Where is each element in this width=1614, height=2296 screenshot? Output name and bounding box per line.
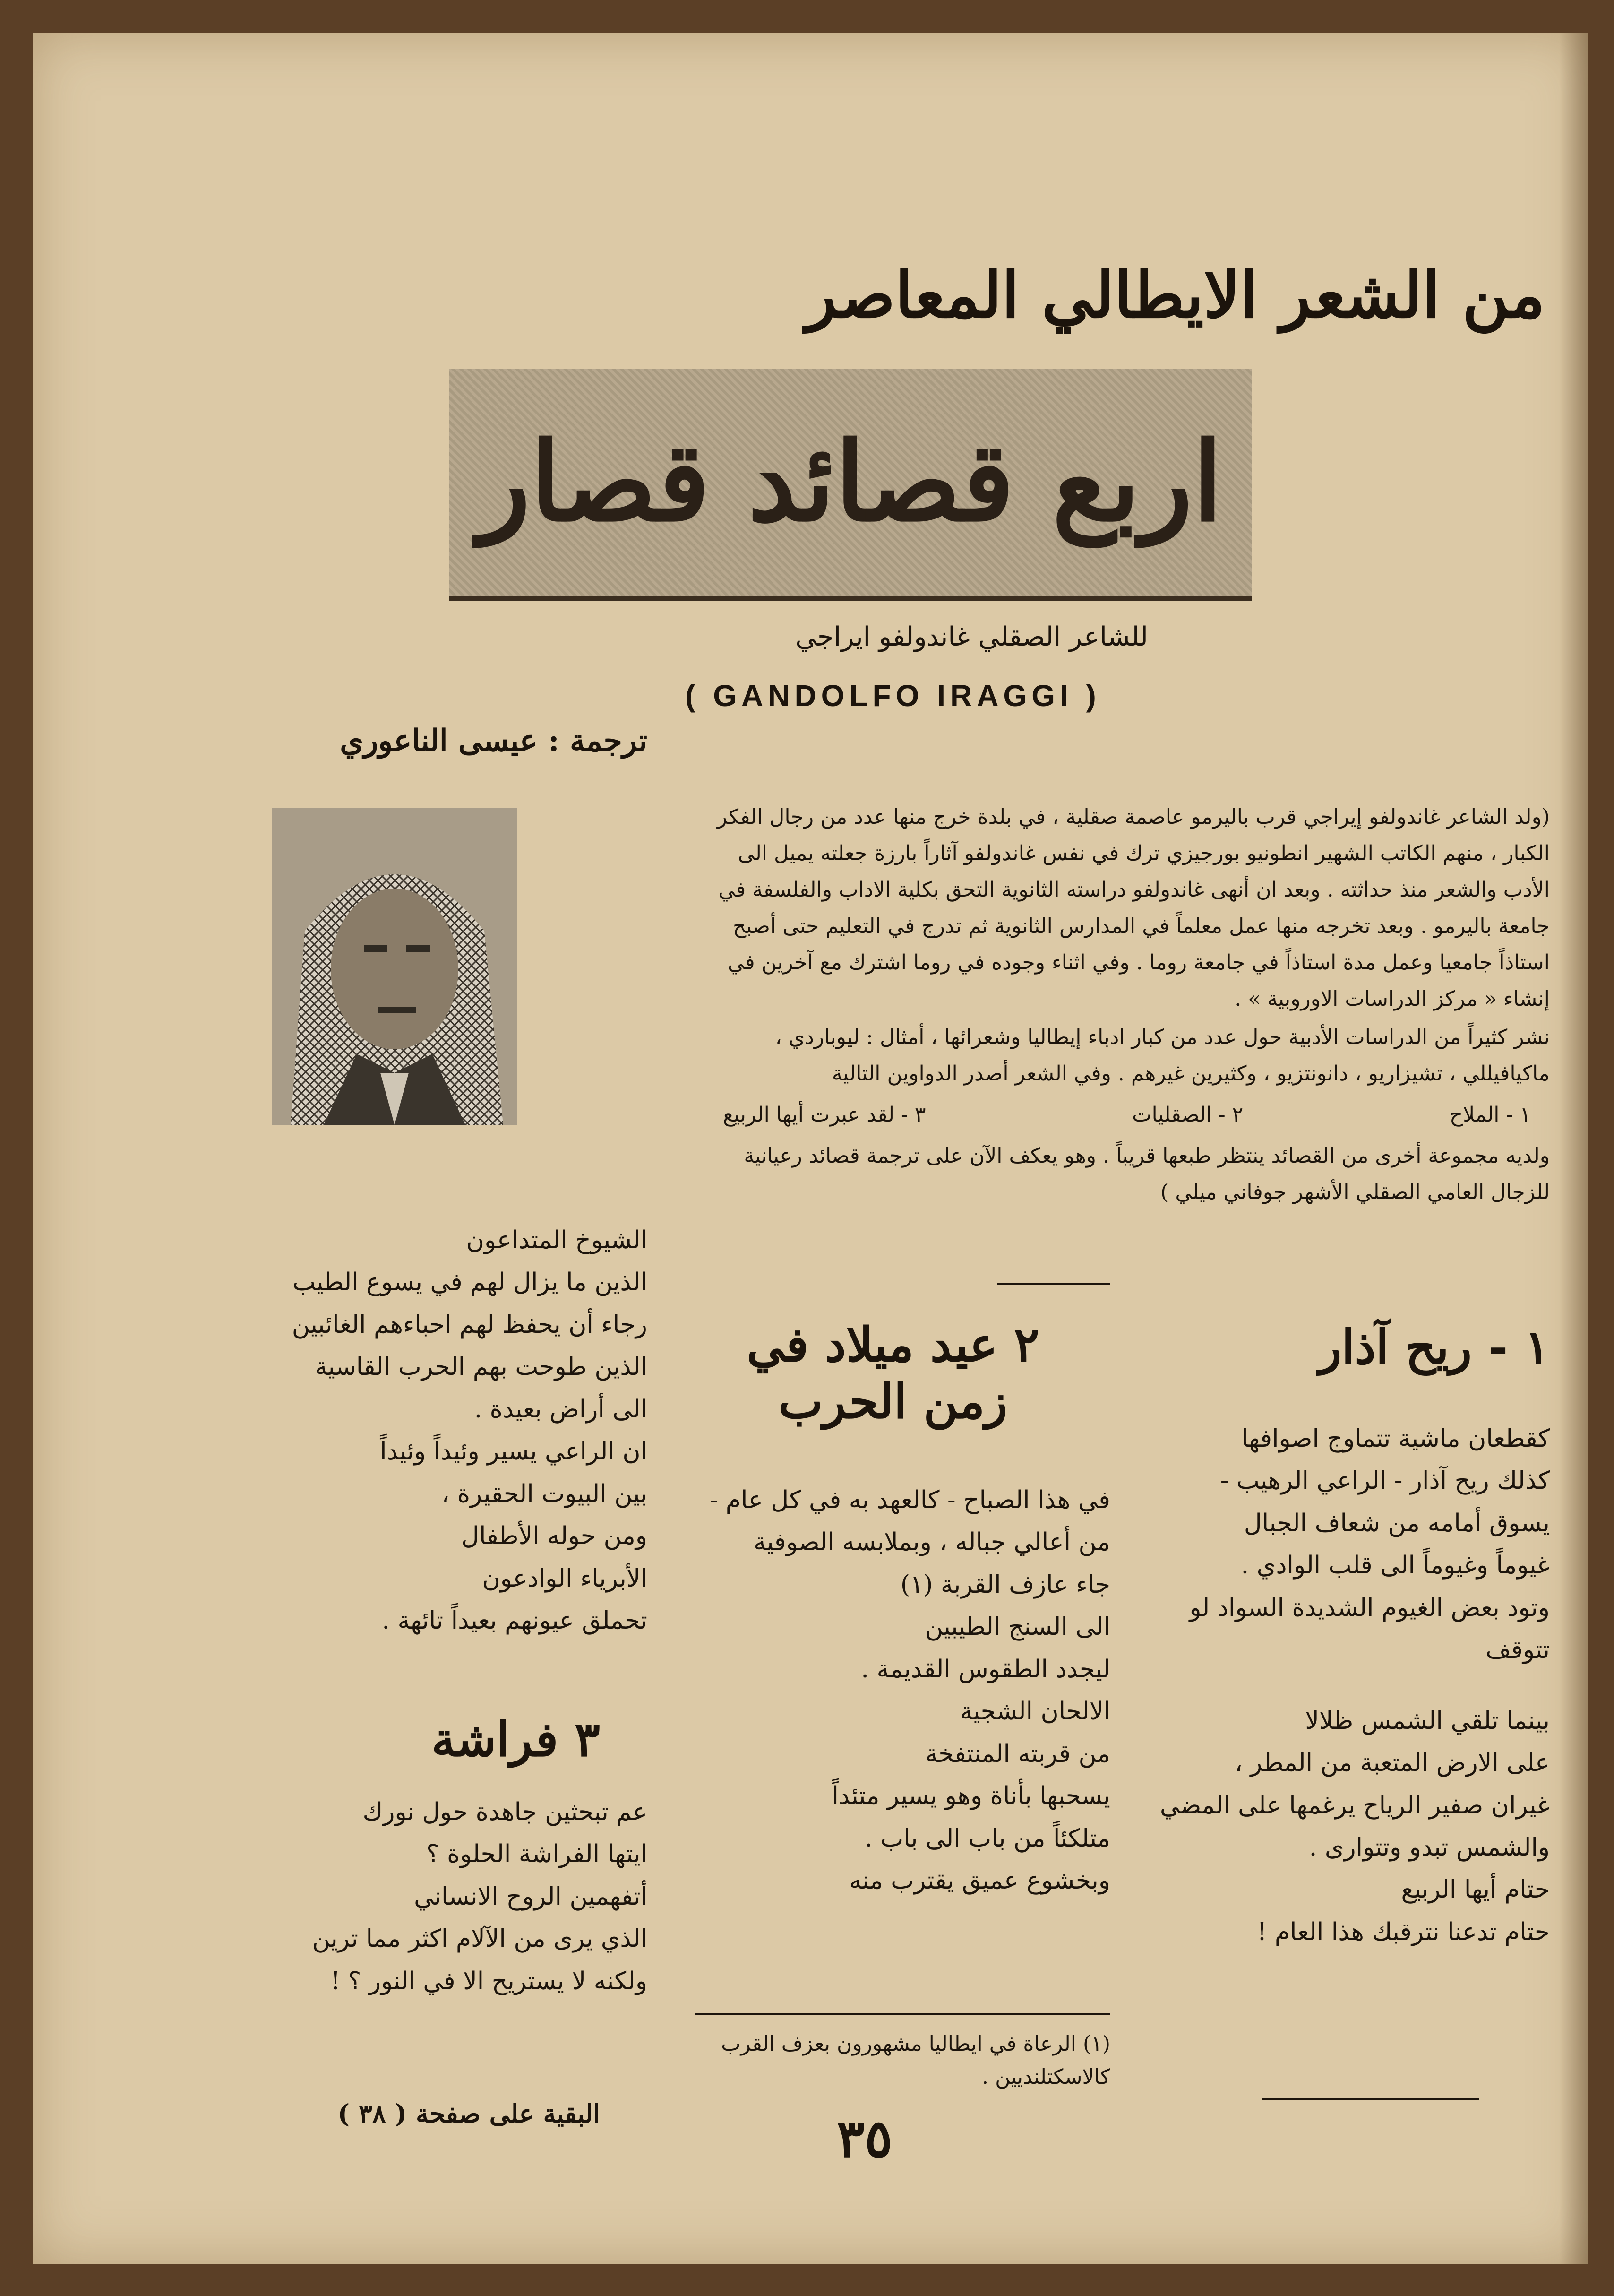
- poem-line: في هذا الصباح - كالعهد به في كل عام -: [709, 1486, 1110, 1514]
- works-item: ١ - الملاح: [1449, 1103, 1531, 1127]
- translator-credit: ترجمة : عيسى الناعوري: [340, 723, 647, 759]
- page-number: ٣٥: [836, 2108, 893, 2169]
- works-item: ٢ - الصقليات: [1132, 1103, 1244, 1127]
- author-byline: للشاعر الصقلي غاندولفو ايراجي: [795, 621, 1148, 652]
- poem-2-title: ٢ عيد ميلاد في زمن الحرب: [747, 1317, 1039, 1429]
- poem-line: من أعالي جباله ، وبملابسه الصوفية: [754, 1528, 1110, 1557]
- poem-line: الالحان الشجية: [960, 1697, 1110, 1726]
- poem-line: والشمس تبدو وتتوارى .: [1309, 1833, 1550, 1862]
- title-banner: [449, 369, 1252, 601]
- poem-line: بين البيوت الحقيرة ،: [441, 1479, 647, 1508]
- poem-line: الى أراض بعيدة .: [474, 1395, 647, 1424]
- poem-line: ليجدد الطقوس القديمة .: [861, 1655, 1110, 1683]
- poem-line: كقطعان ماشية تتماوج اصوافها: [1241, 1424, 1550, 1453]
- footnote-rule: [695, 2013, 1110, 2015]
- poem-3-title: ٣ فراشة: [431, 1711, 600, 1767]
- poem-2-body: [695, 1479, 1110, 1902]
- footnote: (١) الرعاة في ايطاليا مشهورون بعزف القرب كالاسكتلنديين .: [721, 2032, 1110, 2089]
- intro-paragraph: ولديه مجموعة أخرى من القصائد ينتظر طبعها قريباً . وهو يعكف الآن على ترجمة قصائد رعيانية للزجال العامي الصقلي الأشهر جوفاني ميلي ): [744, 1144, 1550, 1204]
- poem-line: الى السنج الطيبين: [925, 1613, 1110, 1641]
- continued-note: البقية على صفحة ( ٣٨ ): [337, 2098, 600, 2129]
- poem-line: أتفهمين الروح الانساني: [414, 1882, 647, 1911]
- poem-line: ولكنه لا يستريح الا في النور ؟ !: [330, 1967, 647, 1995]
- poem-line: عم تبحثين جاهدة حول نورك: [362, 1798, 647, 1826]
- works-list: [704, 1096, 1550, 1133]
- author-portrait: [272, 808, 517, 1125]
- poem-3-body: [255, 1791, 647, 2003]
- poem-line: الذين ما يزال لهم في يسوع الطيب: [292, 1268, 647, 1297]
- intro-divider: [997, 1283, 1110, 1285]
- poem-line: الأبرياء الوادعون: [482, 1564, 647, 1593]
- author-latin-name: ( GANDOLFO IRAGGI ): [685, 679, 1101, 713]
- poem-line: الشيوخ المتداعون: [466, 1226, 647, 1254]
- poem-line: كذلك ريح آذار - الراعي الرهيب -: [1220, 1467, 1550, 1495]
- poem-line: ومن حوله الأطفال: [461, 1522, 647, 1551]
- poem-line: الذين طوحت بهم الحرب القاسية: [315, 1353, 647, 1381]
- author-introduction: [704, 799, 1550, 1212]
- poem-line: بينما تلقي الشمس ظلالا: [1305, 1706, 1550, 1735]
- magazine-page: [33, 33, 1588, 2264]
- poem-line: الذي يرى من الآلام اكثر مما ترين: [312, 1925, 647, 1953]
- poem-1-end-rule: [1262, 2098, 1479, 2100]
- poem-line: حتام تدعنا نترقبك هذا العام !: [1257, 1917, 1550, 1946]
- poem-line: ايتها الفراشة الحلوة ؟: [426, 1840, 647, 1869]
- poem-line: وتود بعض الغيوم الشديدة السواد لو: [1189, 1593, 1550, 1622]
- works-item: ٣ - لقد عبرت أيها الربيع: [723, 1103, 926, 1127]
- series-title: من الشعر الايطالي المعاصر: [806, 257, 1545, 332]
- poem-line: حتام أيها الربيع: [1401, 1875, 1550, 1904]
- poem-line: غيوماً وغيوماً الى قلب الوادي .: [1241, 1551, 1550, 1580]
- poem-line: متلكئاً من باب الى باب .: [865, 1824, 1110, 1853]
- poem-line: على الارض المتعبة من المطر ،: [1235, 1749, 1550, 1778]
- poem-1-body: [1134, 1418, 1550, 1953]
- page-binding-shadow: [1559, 33, 1588, 2264]
- intro-paragraph: (ولد الشاعر غاندولفو إيراجي قرب باليرمو عاصمة صقلية ، في بلدة خرج منها عدد من رجال الفكر الكبار ، منهم الكاتب الشهير انطونيو بورجيزي ترك في نفس غاندولفو آثاراً بارزة جعلته يميل الى الأدب والشعر منذ حداثته . وبعد ان أنهى غاندولفو دراسته الثانوية التحق بكلية الاداب والفلسفة في جامعة باليرمو . وبعد تخرجه منها عمل معلماً في المدارس الثانوية ثم تدرج في التعليم حتى أصبح استاذاً جامعيا وعمل مدة استاذاً في جامعة روما . وفي اثناء وجوده في روما اشترك مع آخرين في إنشاء « مركز الدراسات الاوروبية » .: [717, 805, 1550, 1011]
- poem-line: غيران صفير الرياح يرغمها على المضي: [1159, 1791, 1550, 1820]
- intro-paragraph: نشر كثيراً من الدراسات الأدبية حول عدد من كبار ادباء إيطاليا وشعرائها ، أمثال : ليوباردي ، ماكيافيللي ، تشيزاريو ، دانونتزيو ، وكثيرين غيرهم . وفي الشعر أصدر الدواوين التالية: [775, 1025, 1550, 1086]
- poem-line: يسوق أمامه من شعاف الجبال: [1244, 1509, 1550, 1537]
- poem-line: رجاء أن يحفظ لهم احباءهم الغائبين: [292, 1310, 647, 1339]
- poem-line: تتوقف: [1485, 1636, 1550, 1665]
- poem-line: وبخشوع عميق يقترب منه: [849, 1866, 1110, 1895]
- poem-line: يسحبها بأناة وهو يسير متئداً: [832, 1782, 1110, 1811]
- poem-line: ان الراعي يسير وئيداً وئيداً: [380, 1437, 647, 1466]
- poem-1-title: ١ - ريح آذار: [1319, 1319, 1550, 1375]
- portrait-illustration: [272, 808, 517, 1125]
- poem-line: جاء عازف القربة (١): [900, 1570, 1110, 1599]
- poem-2-continuation: [236, 1219, 647, 1642]
- article-title: اربع قصائد قصار: [478, 418, 1223, 546]
- poem-line: تحملق عيونهم بعيداً تائهة .: [382, 1606, 647, 1635]
- poem-line: من قربته المنتفخة: [925, 1739, 1110, 1768]
